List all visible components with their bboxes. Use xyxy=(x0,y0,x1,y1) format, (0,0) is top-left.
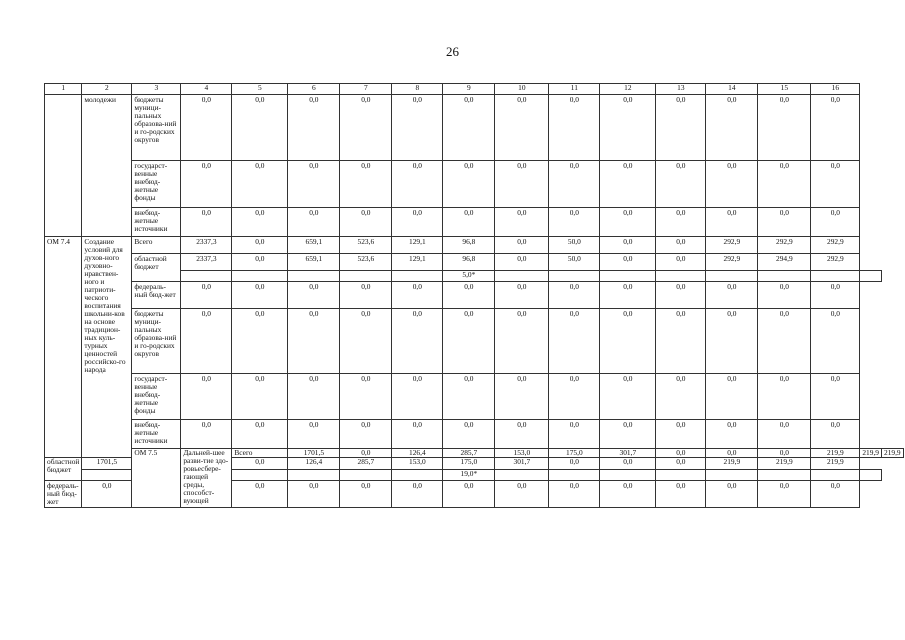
value-cell: 0,0 xyxy=(232,237,288,254)
value-cell: 523,6 xyxy=(340,237,392,254)
value-cell: 0,0 xyxy=(340,208,392,237)
value-cell: 219,9 xyxy=(758,458,811,470)
value-cell: 0,0 xyxy=(340,420,392,449)
value-cell: 0,0 xyxy=(443,161,495,208)
value-cell: 0,0 xyxy=(656,481,706,508)
value-cell: 50,0 xyxy=(549,254,600,271)
value-cell: 0,0 xyxy=(811,282,860,309)
value-cell: 0,0 xyxy=(288,420,340,449)
value-cell: 0,0 xyxy=(288,161,340,208)
value-cell: 0,0 xyxy=(656,374,706,420)
value-cell: 0,0 xyxy=(706,208,758,237)
value-cell: 0,0 xyxy=(656,282,706,309)
value-cell: 0,0 xyxy=(392,161,443,208)
value-cell: 96,8 xyxy=(443,254,495,271)
value-cell xyxy=(656,470,706,481)
value-cell: 0,0 xyxy=(340,95,392,161)
funding-source: Всего xyxy=(132,237,181,254)
value-cell xyxy=(600,271,656,282)
value-cell: 0,0 xyxy=(495,208,549,237)
column-header: 16 xyxy=(811,84,860,95)
value-cell: 0,0 xyxy=(495,254,549,271)
value-cell xyxy=(811,470,860,481)
value-cell: 0,0 xyxy=(706,374,758,420)
value-cell: 219,9 xyxy=(882,449,904,458)
value-cell: 0,0 xyxy=(758,282,811,309)
value-cell: 0,0 xyxy=(443,95,495,161)
event-name-cell: Создание условий для духов-ного духовно-нравствен-ного и патриоти-ческого воспитания школьни-ков на основе традицион-ных куль-турных ценностей российско-го народа xyxy=(82,237,132,458)
value-cell: 0,0 xyxy=(758,420,811,449)
note-value-cell: 5,0* xyxy=(443,271,495,282)
value-cell: 0,0 xyxy=(656,449,706,458)
value-cell: 0,0 xyxy=(600,420,656,449)
funding-source: областной бюджет xyxy=(45,458,82,481)
value-cell: 0,0 xyxy=(392,95,443,161)
table-row xyxy=(45,449,904,458)
value-cell xyxy=(288,271,340,282)
column-header: 8 xyxy=(392,84,443,95)
value-cell: 2337,3 xyxy=(181,254,232,271)
value-cell: 0,0 xyxy=(232,374,288,420)
value-cell: 0,0 xyxy=(656,95,706,161)
value-cell: 0,0 xyxy=(495,309,549,374)
table-row xyxy=(45,254,904,271)
value-cell: 0,0 xyxy=(232,208,288,237)
value-cell xyxy=(549,271,600,282)
value-cell: 0,0 xyxy=(232,282,288,309)
value-cell: 0,0 xyxy=(549,458,600,470)
value-cell: 0,0 xyxy=(443,309,495,374)
table-row xyxy=(45,208,904,237)
value-cell: 0,0 xyxy=(549,161,600,208)
value-cell: 0,0 xyxy=(495,374,549,420)
value-cell: 0,0 xyxy=(600,282,656,309)
value-cell xyxy=(600,470,656,481)
column-header: 14 xyxy=(706,84,758,95)
value-cell: 0,0 xyxy=(706,161,758,208)
value-cell: 0,0 xyxy=(181,95,232,161)
value-cell xyxy=(495,271,549,282)
value-cell: 50,0 xyxy=(549,237,600,254)
value-cell: 0,0 xyxy=(443,282,495,309)
value-cell: 0,0 xyxy=(495,95,549,161)
column-header: 7 xyxy=(340,84,392,95)
column-header: 11 xyxy=(549,84,600,95)
value-cell: 301,7 xyxy=(495,458,549,470)
value-cell xyxy=(706,271,758,282)
event-name-cell: молодежи xyxy=(82,95,132,237)
value-cell: 0,0 xyxy=(811,208,860,237)
value-cell: 0,0 xyxy=(340,481,392,508)
value-cell: 0,0 xyxy=(600,374,656,420)
note-value-cell: 19,0* xyxy=(443,470,495,481)
value-cell: 0,0 xyxy=(706,309,758,374)
value-cell: 523,6 xyxy=(340,254,392,271)
value-cell xyxy=(340,470,392,481)
value-cell xyxy=(288,470,340,481)
value-cell: 0,0 xyxy=(549,374,600,420)
value-cell: 0,0 xyxy=(706,95,758,161)
column-header: 5 xyxy=(232,84,288,95)
value-cell: 0,0 xyxy=(82,481,132,508)
table-row xyxy=(45,161,904,208)
value-cell xyxy=(392,271,443,282)
value-cell xyxy=(549,470,600,481)
value-cell: 0,0 xyxy=(549,481,600,508)
value-cell: 1701,5 xyxy=(288,449,340,458)
column-header: 3 xyxy=(132,84,181,95)
value-cell xyxy=(232,271,288,282)
column-header: 15 xyxy=(758,84,811,95)
value-cell: 0,0 xyxy=(811,161,860,208)
value-cell: 0,0 xyxy=(181,309,232,374)
value-cell: 0,0 xyxy=(811,481,860,508)
value-cell xyxy=(758,470,811,481)
value-cell: 0,0 xyxy=(706,282,758,309)
value-cell: 0,0 xyxy=(495,481,549,508)
value-cell: 0,0 xyxy=(340,161,392,208)
value-cell: 175,0 xyxy=(443,458,495,470)
value-cell: 0,0 xyxy=(495,420,549,449)
value-cell: 153,0 xyxy=(392,458,443,470)
funding-source: Всего xyxy=(232,449,288,458)
value-cell: 292,9 xyxy=(758,237,811,254)
column-header: 4 xyxy=(181,84,232,95)
value-cell: 219,9 xyxy=(811,449,860,458)
value-cell: 0,0 xyxy=(758,161,811,208)
header-row xyxy=(45,84,904,95)
value-cell: 0,0 xyxy=(600,309,656,374)
value-cell: 129,1 xyxy=(392,237,443,254)
table-row xyxy=(45,237,904,254)
value-cell: 285,7 xyxy=(340,458,392,470)
value-cell: 0,0 xyxy=(600,161,656,208)
value-cell: 0,0 xyxy=(656,208,706,237)
value-cell: 0,0 xyxy=(656,458,706,470)
value-cell: 2337,3 xyxy=(181,237,232,254)
value-cell xyxy=(706,470,758,481)
value-cell: 659,1 xyxy=(288,254,340,271)
value-cell: 0,0 xyxy=(758,208,811,237)
funding-source: государст-венные внебюд-жетные фонды xyxy=(132,161,181,208)
value-cell: 0,0 xyxy=(811,95,860,161)
value-cell: 0,0 xyxy=(181,374,232,420)
value-cell: 0,0 xyxy=(232,161,288,208)
value-cell xyxy=(656,271,706,282)
value-cell: 0,0 xyxy=(392,420,443,449)
event-code-cell: ОМ 7.5 xyxy=(132,449,181,508)
value-cell: 96,8 xyxy=(443,237,495,254)
value-cell: 0,0 xyxy=(181,420,232,449)
value-cell: 0,0 xyxy=(706,449,758,458)
value-cell: 0,0 xyxy=(656,309,706,374)
value-cell: 0,0 xyxy=(758,95,811,161)
value-cell xyxy=(232,470,288,481)
value-cell xyxy=(181,271,232,282)
value-cell: 0,0 xyxy=(288,282,340,309)
value-cell: 0,0 xyxy=(758,374,811,420)
value-cell: 0,0 xyxy=(392,481,443,508)
value-cell: 126,4 xyxy=(392,449,443,458)
value-cell: 0,0 xyxy=(288,309,340,374)
value-cell: 0,0 xyxy=(443,420,495,449)
value-cell: 0,0 xyxy=(600,254,656,271)
table-row xyxy=(45,374,904,420)
event-code-cell: ОМ 7.4 xyxy=(45,237,82,458)
value-cell: 301,7 xyxy=(600,449,656,458)
value-cell: 0,0 xyxy=(811,309,860,374)
value-cell: 0,0 xyxy=(656,237,706,254)
budget-table xyxy=(44,83,904,508)
value-cell: 0,0 xyxy=(392,282,443,309)
value-cell: 0,0 xyxy=(340,449,392,458)
value-cell: 0,0 xyxy=(232,309,288,374)
column-header: 6 xyxy=(288,84,340,95)
value-cell xyxy=(82,470,132,481)
value-cell: 129,1 xyxy=(392,254,443,271)
funding-source: федераль-ный бюд-жет xyxy=(132,282,181,309)
value-cell: 0,0 xyxy=(392,309,443,374)
value-cell: 0,0 xyxy=(443,481,495,508)
value-cell: 0,0 xyxy=(340,374,392,420)
value-cell: 292,9 xyxy=(706,254,758,271)
value-cell xyxy=(860,271,882,282)
page-number: 26 xyxy=(446,44,459,59)
value-cell: 0,0 xyxy=(232,420,288,449)
value-cell xyxy=(392,470,443,481)
value-cell xyxy=(495,470,549,481)
value-cell: 0,0 xyxy=(600,95,656,161)
funding-source: внебюд-жетные источники xyxy=(132,420,181,449)
value-cell: 0,0 xyxy=(600,237,656,254)
value-cell: 0,0 xyxy=(495,282,549,309)
column-header: 2 xyxy=(82,84,132,95)
value-cell: 0,0 xyxy=(706,481,758,508)
value-cell: 0,0 xyxy=(232,481,288,508)
value-cell: 0,0 xyxy=(600,458,656,470)
value-cell: 219,9 xyxy=(860,449,882,458)
value-cell: 219,9 xyxy=(811,458,860,470)
funding-source: внебюд-жетные источники xyxy=(132,208,181,237)
table-row xyxy=(45,420,904,449)
table-row xyxy=(45,309,904,374)
value-cell: 0,0 xyxy=(443,208,495,237)
value-cell: 0,0 xyxy=(706,420,758,449)
value-cell xyxy=(758,271,811,282)
value-cell: 0,0 xyxy=(288,374,340,420)
column-header: 9 xyxy=(443,84,495,95)
value-cell: 292,9 xyxy=(706,237,758,254)
value-cell: 0,0 xyxy=(232,458,288,470)
value-cell: 0,0 xyxy=(288,208,340,237)
value-cell: 0,0 xyxy=(600,481,656,508)
value-cell: 0,0 xyxy=(495,161,549,208)
event-name-cell: Дальней-шее разви-тие здо-ровьесбере-гающей среды, способст-вующей xyxy=(181,449,232,508)
value-cell: 0,0 xyxy=(549,208,600,237)
value-cell: 175,0 xyxy=(549,449,600,458)
value-cell: 0,0 xyxy=(181,208,232,237)
value-cell: 0,0 xyxy=(549,95,600,161)
value-cell: 0,0 xyxy=(549,420,600,449)
value-cell: 292,9 xyxy=(811,237,860,254)
value-cell: 0,0 xyxy=(758,481,811,508)
value-cell: 219,9 xyxy=(706,458,758,470)
funding-source: бюджеты муници-пальных образова-ний и го-родских округов xyxy=(132,309,181,374)
value-cell: 0,0 xyxy=(288,481,340,508)
column-header: 13 xyxy=(656,84,706,95)
value-cell: 0,0 xyxy=(656,161,706,208)
value-cell xyxy=(860,470,882,481)
value-cell: 0,0 xyxy=(232,95,288,161)
value-cell xyxy=(811,271,860,282)
funding-source: государст-венные внебюд-жетные фонды xyxy=(132,374,181,420)
value-cell: 294,9 xyxy=(758,254,811,271)
value-cell: 0,0 xyxy=(181,161,232,208)
funding-source: областной бюджет xyxy=(132,254,181,282)
value-cell: 0,0 xyxy=(181,282,232,309)
table-body xyxy=(45,84,904,508)
value-cell: 0,0 xyxy=(495,237,549,254)
event-code-cell xyxy=(45,95,82,237)
value-cell: 0,0 xyxy=(811,420,860,449)
value-cell: 0,0 xyxy=(600,208,656,237)
value-cell: 0,0 xyxy=(549,309,600,374)
value-cell: 285,7 xyxy=(443,449,495,458)
value-cell: 0,0 xyxy=(811,374,860,420)
value-cell: 0,0 xyxy=(758,449,811,458)
value-cell: 0,0 xyxy=(340,282,392,309)
value-cell xyxy=(340,271,392,282)
value-cell: 0,0 xyxy=(232,254,288,271)
value-cell: 153,0 xyxy=(495,449,549,458)
column-header: 12 xyxy=(600,84,656,95)
column-header: 1 xyxy=(45,84,82,95)
value-cell: 0,0 xyxy=(288,95,340,161)
value-cell: 0,0 xyxy=(656,420,706,449)
value-cell: 126,4 xyxy=(288,458,340,470)
value-cell: 0,0 xyxy=(340,309,392,374)
value-cell: 0,0 xyxy=(758,309,811,374)
value-cell: 1701,5 xyxy=(82,458,132,470)
funding-source: федераль-ный бюд-жет xyxy=(45,481,82,508)
value-cell: 292,9 xyxy=(811,254,860,271)
value-cell: 0,0 xyxy=(549,282,600,309)
value-cell: 0,0 xyxy=(656,254,706,271)
column-header: 10 xyxy=(495,84,549,95)
table-row xyxy=(45,95,904,161)
table-row xyxy=(45,282,904,309)
funding-source: бюджеты муници-пальных образова-ний и го-родских округов xyxy=(132,95,181,161)
value-cell: 659,1 xyxy=(288,237,340,254)
value-cell: 0,0 xyxy=(392,374,443,420)
value-cell: 0,0 xyxy=(443,374,495,420)
value-cell: 0,0 xyxy=(392,208,443,237)
